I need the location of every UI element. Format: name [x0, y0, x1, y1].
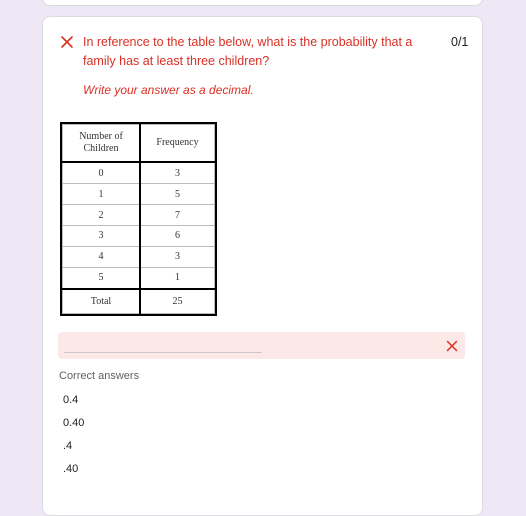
table-cell-frequency: 3	[140, 162, 215, 184]
table-header-frequency: Frequency	[140, 125, 215, 163]
question-score: 0/1	[451, 35, 469, 49]
table-cell-frequency: 5	[140, 184, 215, 205]
table-cell-frequency: 6	[140, 225, 215, 246]
table-row	[63, 162, 215, 184]
frequency-table	[60, 122, 217, 316]
correct-answer-item: .4	[63, 440, 73, 452]
table-total-value: 25	[140, 289, 215, 314]
table-cell-children: 0	[63, 162, 141, 184]
table-row	[63, 184, 215, 205]
table-row	[63, 225, 215, 246]
table-cell-children: 5	[63, 267, 141, 289]
question-text: In reference to the table below, what is the probability that a family has at least three children?	[83, 35, 413, 68]
answer-underline	[64, 352, 262, 353]
correct-answers-list	[63, 394, 84, 486]
table-cell-frequency: 1	[140, 267, 215, 289]
question-instruction: Write your answer as a decimal.	[83, 83, 254, 97]
table-total-label: Total	[63, 289, 141, 314]
correct-answer-item: .40	[63, 463, 79, 475]
table-row	[63, 267, 215, 289]
close-icon	[446, 340, 458, 352]
correct-answer-item: 0.40	[63, 417, 85, 429]
incorrect-icon	[60, 35, 74, 49]
table-row	[63, 205, 215, 226]
table-total-row	[63, 289, 215, 314]
table-cell-children: 2	[63, 205, 141, 226]
table-row	[63, 246, 215, 267]
previous-question-card	[42, 0, 483, 6]
table-cell-children: 4	[63, 246, 141, 267]
correct-answers-title: Correct answers	[59, 370, 140, 382]
table-header-children: Number of Children	[63, 125, 141, 163]
table-cell-frequency: 7	[140, 205, 215, 226]
answer-field[interactable]	[58, 332, 465, 359]
table-cell-children: 3	[63, 225, 141, 246]
table-cell-frequency: 3	[140, 246, 215, 267]
table-cell-children: 1	[63, 184, 141, 205]
correct-answer-item: 0.4	[63, 394, 79, 406]
